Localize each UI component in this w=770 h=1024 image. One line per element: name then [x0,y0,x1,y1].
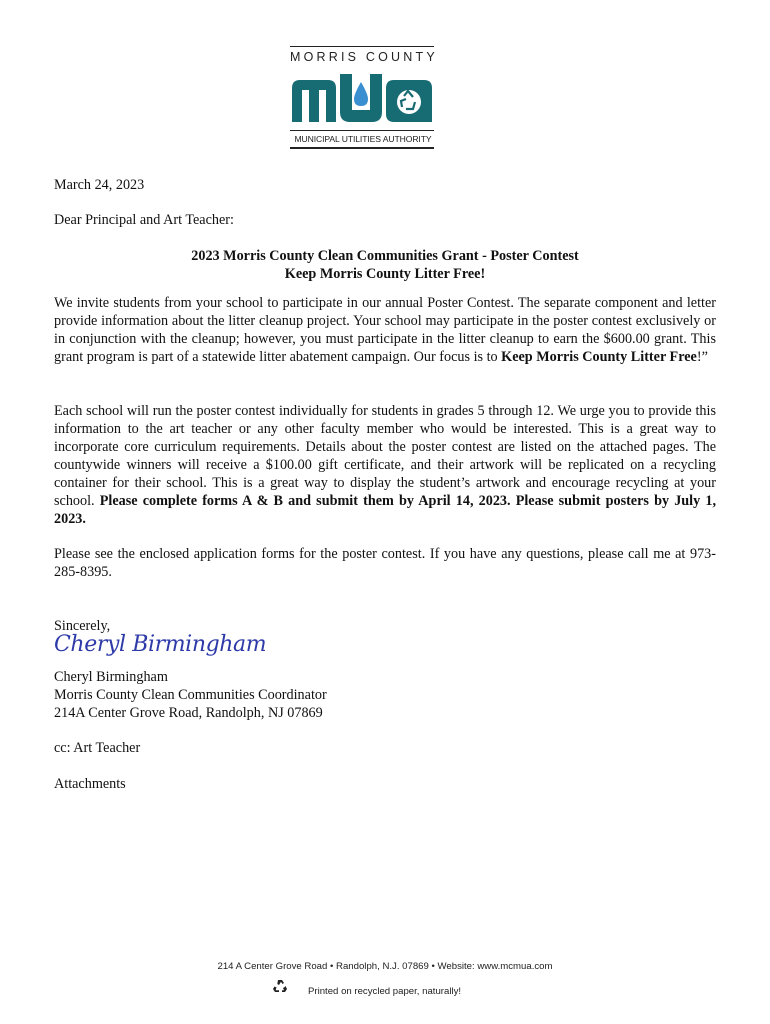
letter-heading [54,247,716,283]
paragraph-intro-text: We invite students from your school to participate in our annual Poster Contest. The separate component and letter provide information about the litter cleanup project. Your school may participate in the poster contest exclusively or in conjunction with the cleanup; however, you must participate in the litter cleanup to earn the $600.00 grant. This grant program is part of a statewide litter abatement campaign. Our focus is to [54,295,716,365]
paragraph-details-text: Each school will run the poster contest individually for students in grades 5 through 12. We urge you to provide this information to the art teacher or any other faculty member who would be interested. This is a great way to incorporate core curriculum requirements. Details about the poster contest are listed on the attached pages. The countywide winners will receive a $100.00 gift certificate, and their artwork will be replicated on a recycling container for their school. This is a great way to display the student’s artwork and encourage recycling at your school. [54,403,716,509]
attachments-line: Attachments [54,776,126,792]
signer-address: 214A Center Grove Road, Randolph, NJ 07869 [54,705,323,721]
letterhead-bottom-rule [290,147,434,149]
signature: Cheryl Birmingham [54,632,267,657]
heading-line-1: 2023 Morris County Clean Communities Grant - Poster Contest [191,248,579,264]
mcmua-logo [290,66,434,124]
letterhead-authority: MUNICIPAL UTILITIES AUTHORITY [294,134,432,144]
letterhead-top-rule [290,46,434,47]
salutation: Dear Principal and Art Teacher: [54,212,234,228]
signer-block [54,668,716,722]
letterhead-county: MORRIS COUNTY [290,50,438,64]
signer-title: Morris County Clean Communities Coordinator [54,687,327,703]
letterhead [290,46,436,149]
signer-name: Cheryl Birmingham [54,669,168,685]
footer-address: 214 A Center Grove Road • Randolph, N.J. 07869 • Website: www.mcmua.com [217,961,553,972]
letter-date: March 24, 2023 [54,177,145,193]
closing: Sincerely, [54,618,111,634]
paragraph-details-bold: Please complete forms A & B and submit them by April 14, 2023. Please submit posters by July 1, 2023. [54,493,716,527]
cc-line: cc: Art Teacher [54,740,141,756]
paragraph-intro-end: !” [696,349,708,365]
letterhead-rule [290,130,434,131]
paragraph-details [54,402,716,528]
paragraph-intro [54,294,716,366]
heading-line-2: Keep Morris County Litter Free! [284,266,486,282]
paragraph-intro-bold: Keep Morris County Litter Free [501,349,697,365]
recycle-icon [272,978,288,994]
paragraph-contact: Please see the enclosed application forms for the poster contest. If you have any questions, please call me at 973-285-8395. [54,546,716,580]
footer-recycled [272,978,472,998]
footer-recycled-note: Printed on recycled paper, naturally! [308,986,462,997]
